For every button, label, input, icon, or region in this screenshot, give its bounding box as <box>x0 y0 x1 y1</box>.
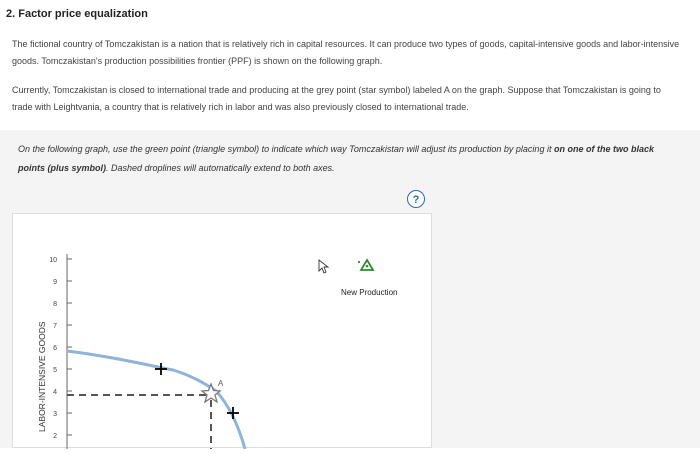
y-tick-label: 2 <box>53 433 57 440</box>
cursor-icon <box>319 260 328 273</box>
y-tick-label: 10 <box>49 257 57 264</box>
plus-point-upper[interactable] <box>155 363 167 375</box>
y-tick-label: 6 <box>53 345 57 352</box>
help-icon[interactable]: ? <box>407 190 425 208</box>
new-production-label: New Production <box>341 288 398 297</box>
y-tick-label: 9 <box>53 279 57 286</box>
instruction-text-2: . Dashed droplines will automatically extend to both axes. <box>106 163 335 173</box>
point-a-label: A <box>218 379 224 388</box>
ppf-graph[interactable] <box>13 214 433 449</box>
new-production-tool[interactable] <box>341 260 397 297</box>
intro-paragraph: The fictional country of Tomczakistan is a nation that is relatively rich in capital resources. It can produce two types of goods, capital-intensive goods and labor-intensive goods. Tomczakistan's production possibilities frontier (PPF) is shown on the following graph. <box>12 39 680 66</box>
y-tick-label: 4 <box>53 389 57 396</box>
scenario-paragraph: Currently, Tomczakistan is closed to international trade and producing at the grey point (star symbol) labeled A on the graph. Suppose that Tomczakistan is going to trade with Leightvania, a country that is relatively rich in labor and was also previously closed to international trade. <box>12 85 661 112</box>
graph-area[interactable] <box>12 213 432 448</box>
instruction-bold-text: on one of the two black points (plus symbol) <box>18 144 654 173</box>
y-tick-label: 8 <box>53 301 57 308</box>
y-tick-label: 3 <box>53 411 57 418</box>
question-title: 2. Factor price equalization <box>6 8 148 20</box>
ppf-curve <box>67 351 245 449</box>
graph-instructions <box>18 140 678 178</box>
y-tick-label: 5 <box>53 367 57 374</box>
y-axis-label: LABOR-INTENSIVE GOODS <box>37 321 47 432</box>
y-tick-label: 7 <box>53 323 57 330</box>
instruction-text-1: On the following graph, use the green point (triangle symbol) to indicate which way Tomczakistan will adjust its production by placing it <box>18 144 554 154</box>
y-ticks <box>49 257 72 440</box>
